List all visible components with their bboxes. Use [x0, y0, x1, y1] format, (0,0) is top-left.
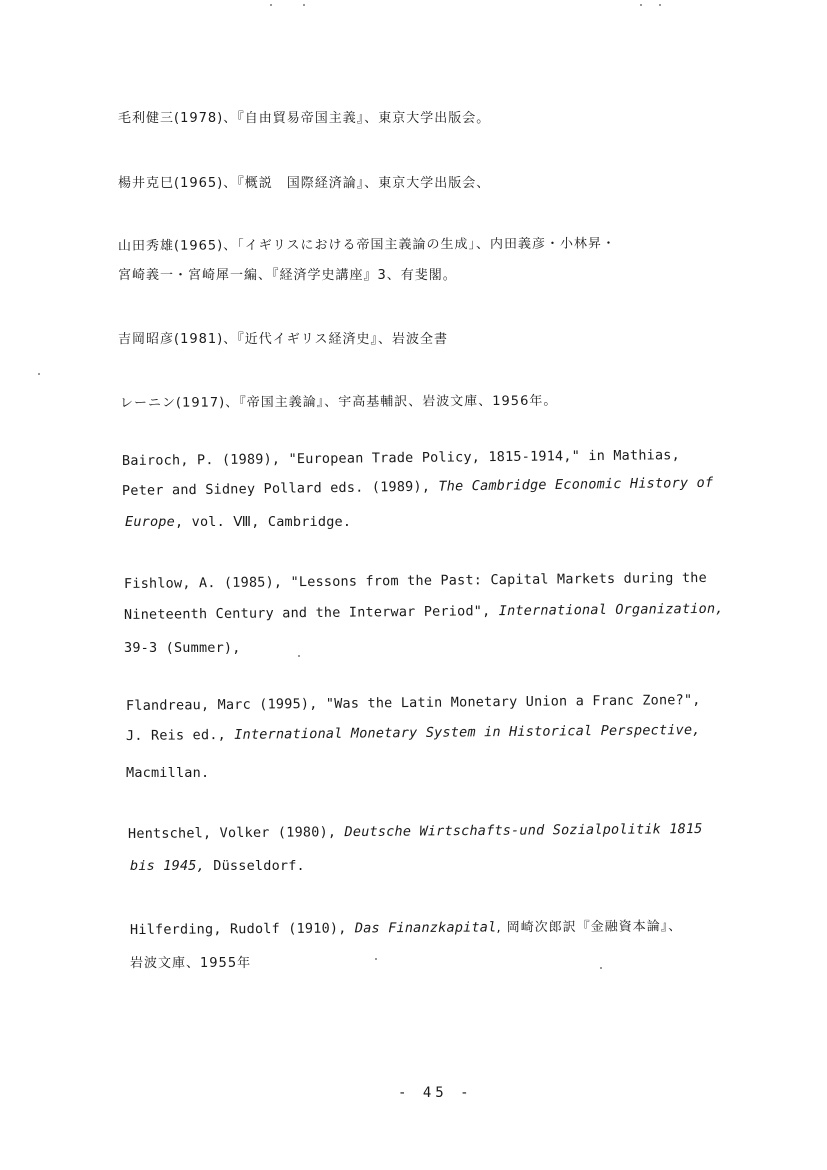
- reference-text: Peter and Sidney Pollard eds. (1989),: [121, 478, 439, 499]
- italic-title-text: International Organization,: [498, 600, 724, 620]
- reference-text: 宮崎義一・宮崎犀一編、『経済学史講座』3、有斐閣。: [118, 268, 457, 283]
- scan-speck: [270, 4, 272, 6]
- reference-line: [122, 475, 713, 499]
- page-number: - 45 -: [398, 1085, 473, 1101]
- reference-text: Fishlow, A. (1985), "Lessons from the Past: Capital Markets during the: [123, 569, 708, 592]
- reference-line: [128, 821, 703, 842]
- reference-text: 楊井克巳(1965)、『概説 国際経済論』、東京大学出版会、: [118, 176, 491, 191]
- reference-text: Hilferding, Rudolf (1910),: [129, 920, 355, 938]
- reference-line: [124, 570, 707, 592]
- italic-title-text: International Monetary System in Historical Perspective,: [234, 721, 701, 743]
- scan-speck: [375, 958, 377, 960]
- reference-line: [130, 952, 251, 971]
- reference-text: Bairoch, P. (1989), "European Trade Policy, 1815-1914," in Mathias,: [121, 447, 681, 469]
- italic-title-text: Deutsche Wirtschafts-und Sozialpolitik 1815: [344, 820, 703, 841]
- reference-text: , 岡崎次郎訳『金融資本論』、: [496, 919, 683, 936]
- reference-text: Düsseldorf.: [204, 858, 305, 874]
- reference-line: [125, 514, 351, 530]
- reference-line: [118, 107, 490, 126]
- reference-line: [130, 858, 305, 874]
- reference-text: Macmillan.: [126, 765, 210, 781]
- italic-title-text: bis 1945,: [130, 858, 205, 874]
- reference-text: 山田秀雄(1965)、「イギリスにおける帝国主義論の生成」、内田義彦・小林昇・: [117, 236, 617, 254]
- italic-title-text: Europe: [125, 514, 175, 530]
- italic-title-text: The Cambridge Economic History of: [438, 474, 714, 495]
- scan-speck: [38, 373, 40, 375]
- reference-line: [118, 264, 457, 283]
- reference-line: [124, 640, 241, 656]
- reference-text: 吉岡昭彦(1981)、『近代イギリス経済史』、岩波全書: [118, 332, 448, 347]
- scan-speck: [659, 4, 661, 6]
- reference-text: , vol. Ⅷ, Cambridge.: [174, 514, 352, 530]
- reference-text: Nineteenth Century and the Interwar Period",: [123, 603, 499, 623]
- reference-text: 39-3 (Summer),: [124, 640, 241, 656]
- scan-speck: [298, 655, 300, 657]
- scan-speck: [640, 4, 642, 6]
- reference-line: [130, 915, 682, 938]
- reference-line: [122, 447, 680, 469]
- scan-speck: [303, 4, 305, 6]
- italic-title-text: Das Finanzkapital: [354, 919, 497, 937]
- scan-speck: [600, 967, 602, 969]
- reference-text: 毛利健三(1978)、『自由貿易帝国主義』、東京大学出版会。: [118, 111, 491, 126]
- reference-line: [126, 765, 209, 781]
- reference-line: [118, 232, 616, 254]
- reference-line: [126, 722, 701, 744]
- reference-line: [118, 328, 448, 347]
- reference-text: Hentschel, Volker (1980),: [127, 824, 345, 842]
- reference-text: Flandreau, Marc (1995), "Was the Latin Monetary Union a Franc Zone?",: [125, 691, 701, 714]
- reference-line: [126, 692, 701, 714]
- reference-line: [124, 601, 724, 623]
- reference-text: 岩波文庫、1955年: [130, 956, 252, 971]
- reference-line: [118, 172, 490, 191]
- reference-text: J. Reis ed.,: [125, 726, 235, 744]
- reference-line: [120, 390, 557, 411]
- reference-text: レーニン(1917)、『帝国主義論』、宇高基輔訳、岩波文庫、1956年。: [119, 393, 558, 411]
